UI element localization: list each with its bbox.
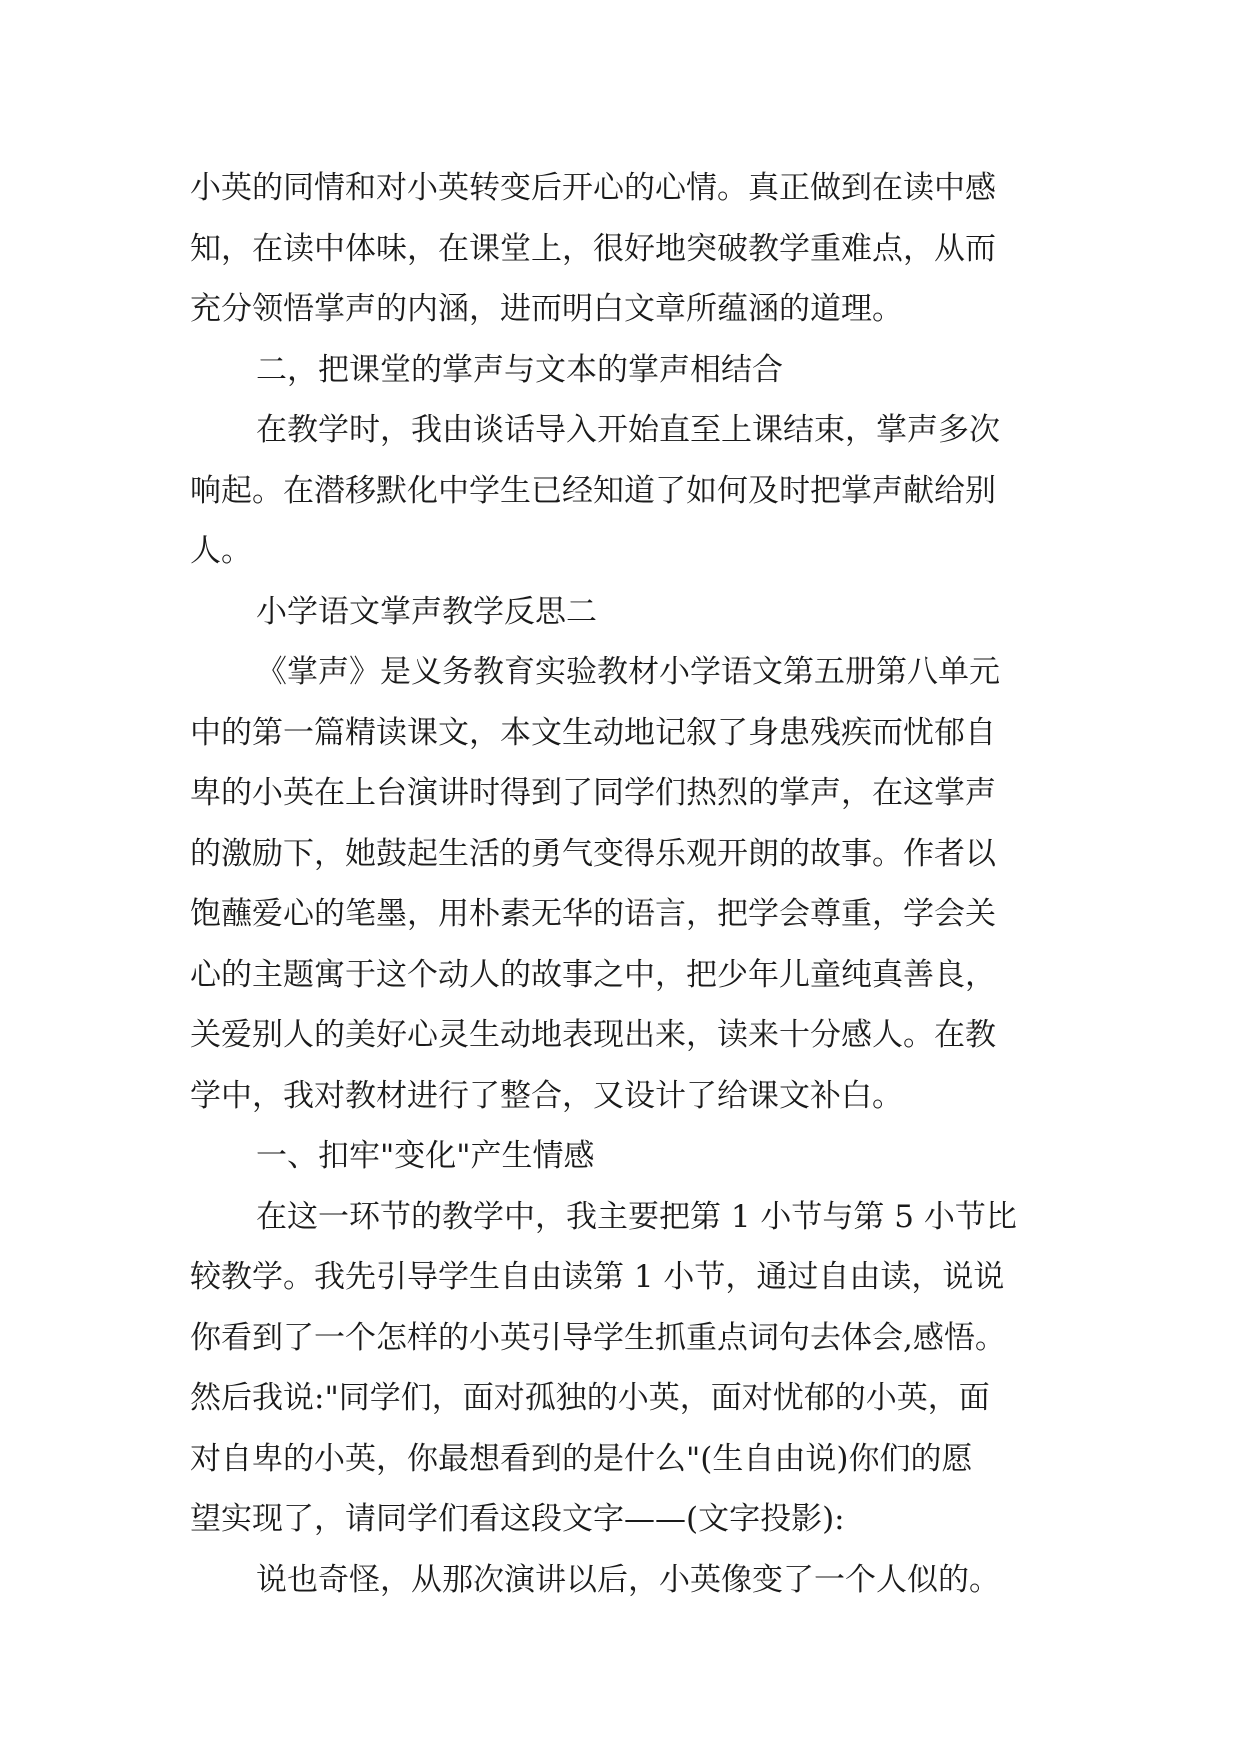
text-line: 一、扣牢"变化"产生情感	[256, 1138, 595, 1174]
document-body	[190, 158, 1050, 1610]
text-line: 充分领悟掌声的内涵，进而明白文章所蕴涵的道理。	[190, 291, 903, 327]
text-line: 对自卑的小英，你最想看到的是什么"(生自由说)你们的愿	[190, 1440, 973, 1477]
text-line: 望实现了，请同学们看这段文字——(文字投影):	[190, 1501, 845, 1537]
text-line: 心的主题寓于这个动人的故事之中，把少年儿童纯真善良，	[190, 956, 996, 993]
text-line: 小英的同情和对小英转变后开心的心情。真正做到在读中感	[190, 170, 996, 206]
text-line: 二，把课堂的掌声与文本的掌声相结合	[256, 351, 783, 388]
text-line: 小学语文掌声教学反思二	[256, 593, 597, 630]
text-line: 饱蘸爱心的笔墨，用朴素无华的语言，把学会尊重，学会关	[190, 896, 996, 932]
text-line: 卑的小英在上台演讲时得到了同学们热烈的掌声，在这掌声	[190, 775, 996, 811]
text-line: 的激励下，她鼓起生活的勇气变得乐观开朗的故事。作者以	[190, 835, 996, 872]
text-line: 关爱别人的美好心灵生动地表现出来，读来十分感人。在教	[190, 1017, 996, 1053]
text-line: 在教学时，我由谈话导入开始直至上课结束，掌声多次	[256, 412, 1000, 448]
text-line: 然后我说:"同学们，面对孤独的小英，面对忧郁的小英，面	[190, 1380, 990, 1416]
text-line: 说也奇怪，从那次演讲以后，小英像变了一个人似的。	[256, 1561, 1000, 1598]
text-line: 《掌声》是义务教育实验教材小学语文第五册第八单元	[256, 654, 1000, 690]
text-line: 你看到了一个怎样的小英引导学生抓重点词句去体会,感悟。	[190, 1319, 1006, 1356]
text-line: 响起。在潜移默化中学生已经知道了如何及时把掌声献给别	[190, 472, 996, 509]
text-line: 在这一环节的教学中，我主要把第 1 小节与第 5 小节比	[256, 1198, 1017, 1235]
text-line: 学中，我对教材进行了整合，又设计了给课文补白。	[190, 1077, 903, 1114]
text-line: 中的第一篇精读课文，本文生动地记叙了身患残疾而忧郁自	[190, 714, 996, 751]
text-line: 知，在读中体味，在课堂上，很好地突破教学重难点，从而	[190, 230, 996, 267]
text-line: 人。	[190, 533, 252, 569]
text-line: 较教学。我先引导学生自由读第 1 小节，通过自由读，说说	[190, 1259, 1005, 1295]
